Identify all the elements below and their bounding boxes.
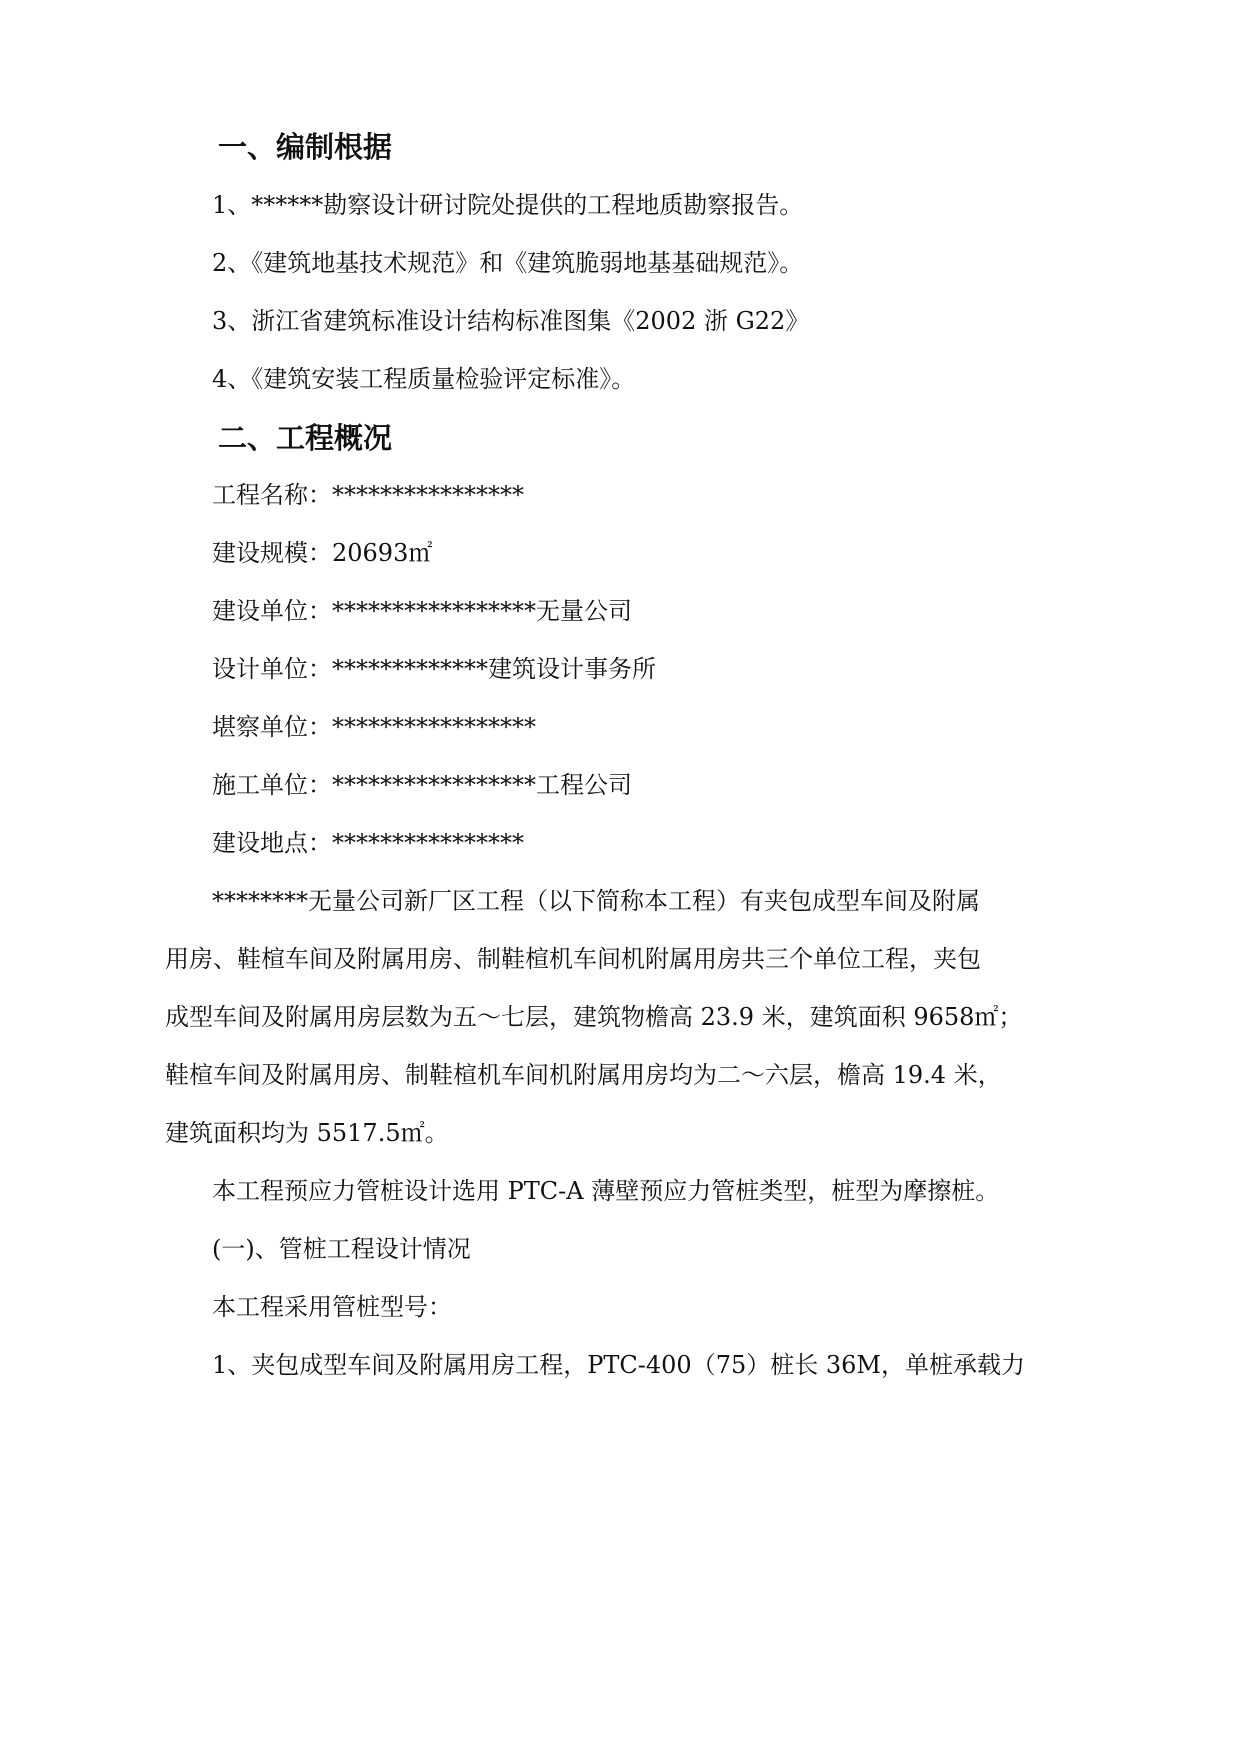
pile-model-intro: 本工程采用管桩型号：: [212, 1293, 452, 1321]
overview-paragraph-line-4: 鞋楦车间及附属用房、制鞋楦机车间机附属用房均为二～六层，檐高 19.4 米，: [165, 1061, 1002, 1089]
overview-paragraph-line-3: 成型车间及附属用房层数为五～七层，建筑物檐高 23.9 米，建筑面积 9658㎡；: [165, 1003, 1023, 1031]
pile-model-item-1: 1、夹包成型车间及附属用房工程，PTC-400（75）桩长 36M，单桩承载力: [212, 1351, 1025, 1379]
overview-paragraph-line-1: ********无量公司新厂区工程（以下简称本工程）有夹包成型车间及附属: [212, 887, 980, 915]
basis-item-2: 2、《建筑地基技术规范》和《建筑脆弱地基基础规范》。: [212, 249, 804, 277]
construction-location: 建设地点：****************: [212, 829, 524, 857]
subsection1-title: (一)、管桩工程设计情况: [212, 1235, 471, 1263]
basis-item-1: 1、******勘察设计研讨院处提供的工程地质勘察报告。: [212, 191, 804, 219]
basis-item-4: 4、《建筑安装工程质量检验评定标准》。: [212, 365, 636, 393]
project-name: 工程名称：****************: [212, 481, 524, 509]
survey-unit: 堪察单位：*****************: [212, 713, 536, 741]
section1-title: 一、编制根据: [218, 130, 393, 164]
pile-type-statement: 本工程预应力管桩设计选用 PTC-A 薄壁预应力管桩类型，桩型为摩擦桩。: [212, 1177, 1000, 1205]
basis-item-3: 3、浙江省建筑标准设计结构标准图集《2002 浙 G22》: [212, 307, 810, 335]
contractor-unit: 施工单位：*****************工程公司: [212, 771, 632, 799]
section2-title: 二、工程概况: [218, 421, 393, 455]
construction-unit: 建设单位：*****************无量公司: [212, 597, 632, 625]
construction-scale: 建设规模：20693㎡: [212, 539, 433, 567]
overview-paragraph-line-2: 用房、鞋楦车间及附属用房、制鞋楦机车间机附属用房共三个单位工程，夹包: [165, 945, 981, 973]
overview-paragraph-line-5: 建筑面积均为 5517.5㎡。: [165, 1119, 449, 1147]
design-unit: 设计单位：*************建筑设计事务所: [212, 655, 656, 683]
